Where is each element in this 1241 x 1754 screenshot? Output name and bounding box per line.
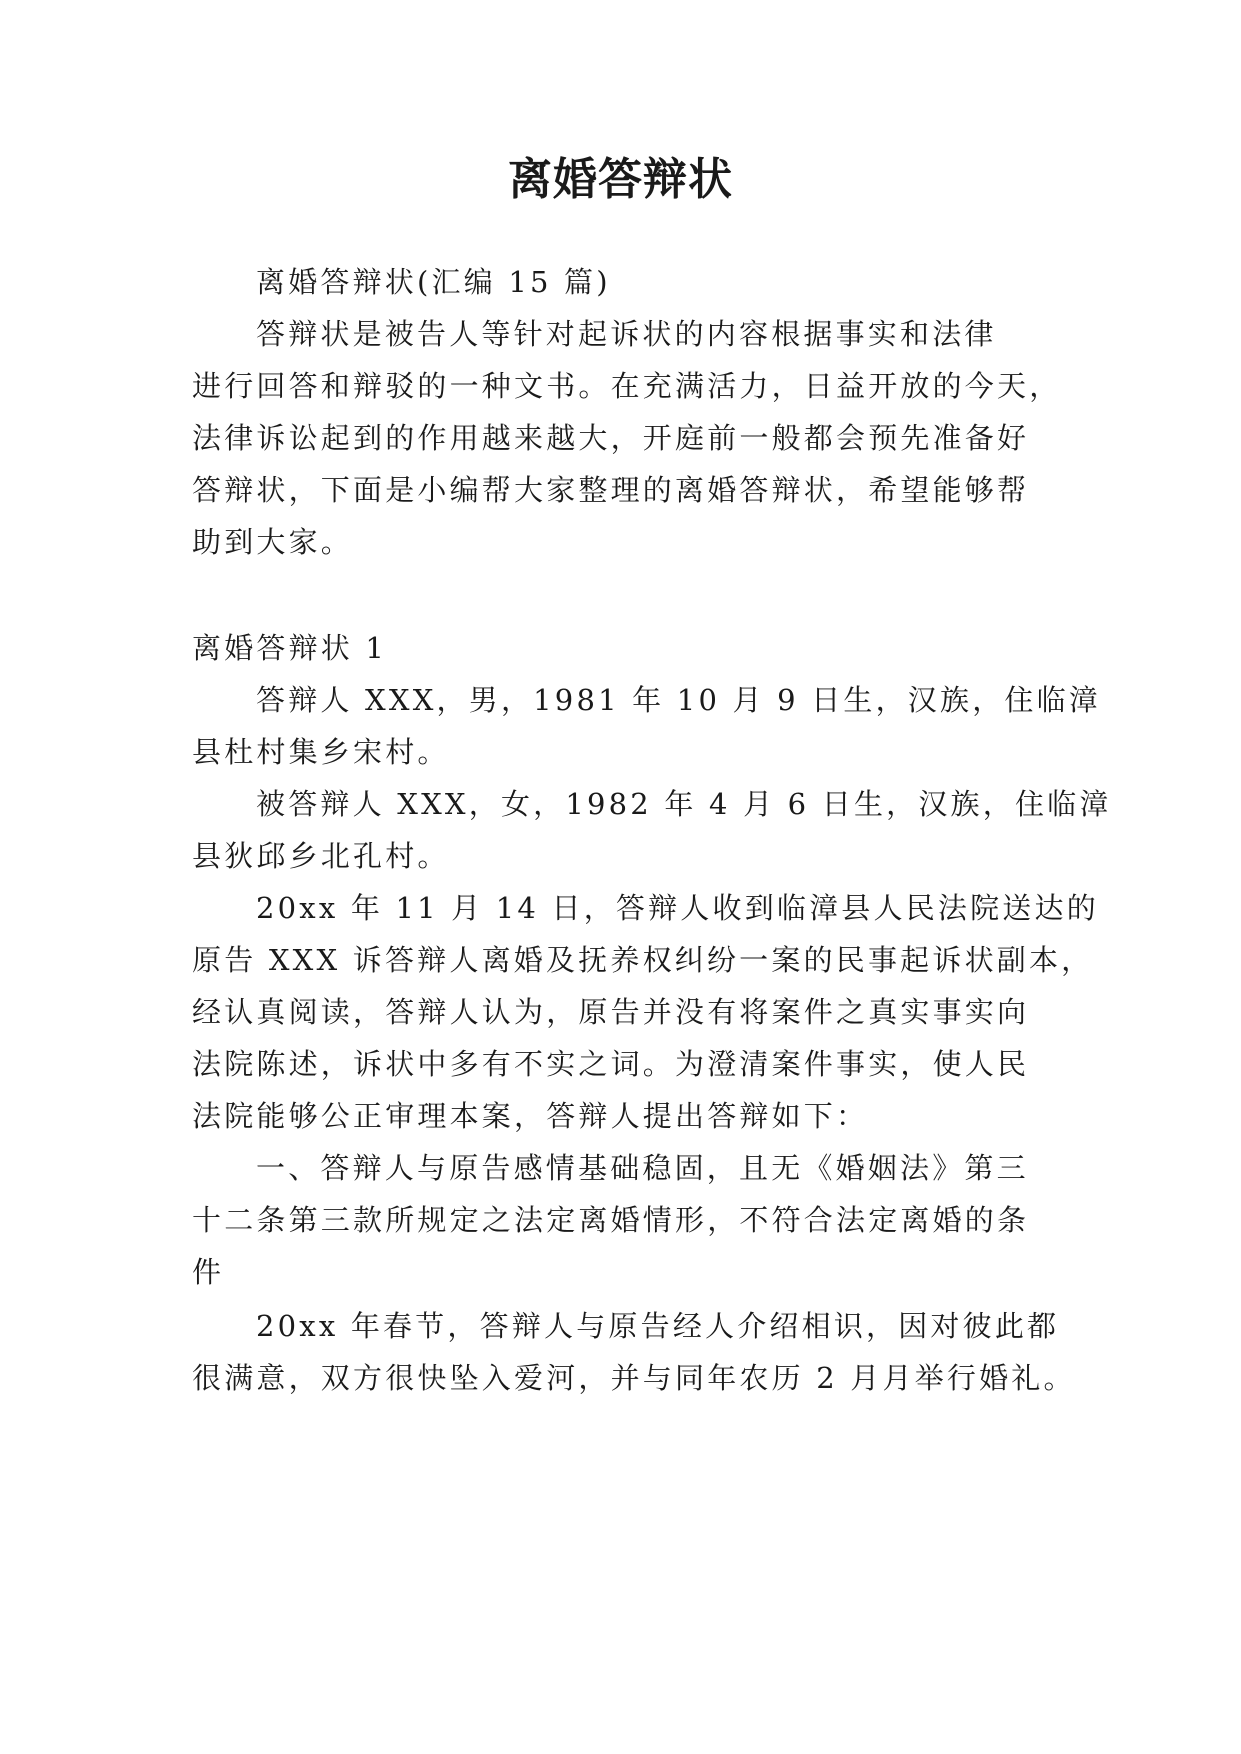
statement-line: 经认真阅读，答辩人认为，原告并没有将案件之真实事实向: [192, 995, 1030, 1029]
statement-line: 原告 XXX 诉答辩人离婚及抚养权纠纷一案的民事起诉状副本，: [192, 943, 1094, 977]
respondent-line: 县杜村集乡宋村。: [192, 735, 450, 769]
subtitle: 离婚答辩状(汇编 15 篇): [256, 265, 611, 299]
background-line: 很满意，双方很快坠入爱河，并与同年农历 2 月月举行婚礼。: [192, 1361, 1076, 1395]
intro-line: 进行回答和辩驳的一种文书。在充满活力，日益开放的今天，: [192, 369, 1062, 403]
point-one-line: 十二条第三款所规定之法定离婚情形，不符合法定离婚的条: [192, 1203, 1030, 1237]
section-heading: 离婚答辩状 1: [192, 631, 388, 665]
point-one-line: 件: [192, 1255, 225, 1289]
respondent-line: 答辩人 XXX，男，1981 年 10 月 9 日生，汉族，住临漳: [256, 683, 1102, 717]
intro-line: 助到大家。: [192, 525, 354, 559]
intro-line: 法律诉讼起到的作用越来越大，开庭前一般都会预先准备好: [192, 421, 1030, 455]
statement-line: 法院能够公正审理本案，答辩人提出答辩如下：: [192, 1099, 869, 1133]
petitioner-line: 被答辩人 XXX，女，1982 年 4 月 6 日生，汉族，住临漳: [256, 787, 1112, 821]
point-one-line: 一、答辩人与原告感情基础稳固，且无《婚姻法》第三: [256, 1151, 1029, 1185]
statement-line: 20xx 年 11 月 14 日，答辩人收到临漳县人民法院送达的: [256, 891, 1099, 925]
background-line: 20xx 年春节，答辩人与原告经人介绍相识，因对彼此都: [256, 1309, 1060, 1343]
intro-line: 答辩状是被告人等针对起诉状的内容根据事实和法律: [256, 317, 997, 351]
document-title: 离婚答辩状: [508, 154, 733, 205]
petitioner-line: 县狄邱乡北孔村。: [192, 839, 450, 873]
statement-line: 法院陈述，诉状中多有不实之词。为澄清案件事实，使人民: [192, 1047, 1030, 1081]
intro-line: 答辩状，下面是小编帮大家整理的离婚答辩状，希望能够帮: [192, 473, 1030, 507]
